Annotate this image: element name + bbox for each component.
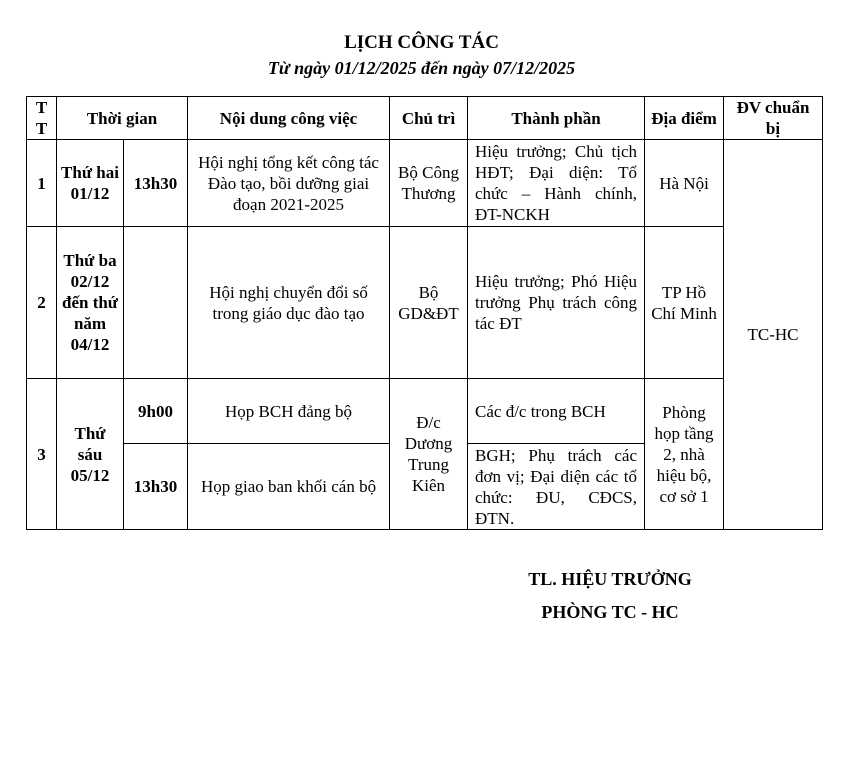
schedule-table [26,96,823,530]
row-day: Thứ ba 02/12 đến thứ năm 04/12 [57,227,124,379]
row-chair: Đ/c Dương Trung Kiên [390,379,468,530]
row-content: Họp giao ban khối cán bộ [188,444,390,530]
header-members: Thành phần [468,97,645,140]
header-place: Địa điểm [645,97,724,140]
row-hour [124,227,188,379]
row-chair: Bộ GD&ĐT [390,227,468,379]
row-chair: Bộ Công Thương [390,140,468,227]
row-number: 1 [27,140,57,227]
row-place: Hà Nội [645,140,724,227]
document-date-range: Từ ngày 01/12/2025 đến ngày 07/12/2025 [267,58,576,78]
row-number: 3 [27,379,57,530]
header-time: Thời gian [57,97,188,140]
header-prep-unit: ĐV chuẩn bị [724,97,823,140]
row-place: Phòng họp tầng 2, nhà hiệu bộ, cơ sở 1 [645,379,724,530]
table-row [27,140,823,227]
row-hour: 9h00 [124,379,188,444]
document-title: LỊCH CÔNG TÁC [344,32,499,53]
table-row [27,379,823,444]
row-hour: 13h30 [124,140,188,227]
row-members: BGH; Phụ trách các đơn vị; Đại diện các tổ chức: ĐU, CĐCS, ĐTN. [468,444,645,530]
signature-title: TL. HIỆU TRƯỞNG [528,569,692,589]
header-chair: Chủ trì [390,97,468,140]
row-members: Hiệu trưởng; Phó Hiệu trưởng Phụ trách công tác ĐT [468,227,645,379]
row-hour: 13h30 [124,444,188,530]
prep-unit-cell: TC-HC [724,140,823,530]
row-content: Họp BCH đảng bộ [188,379,390,444]
row-members: Các đ/c trong BCH [468,379,645,444]
row-place: TP Hồ Chí Minh [645,227,724,379]
header-content: Nội dung công việc [188,97,390,140]
header-tt: TT [27,97,57,140]
table-header-row [27,97,823,140]
signature-department: PHÒNG TC - HC [541,602,679,622]
row-number: 2 [27,227,57,379]
row-members: Hiệu trưởng; Chủ tịch HĐT; Đại diện: Tổ chức – Hành chính, ĐT-NCKH [468,140,645,227]
row-content: Hội nghị chuyển đổi số trong giáo dục đào tạo [188,227,390,379]
row-day: Thứ sáu 05/12 [57,379,124,530]
row-content: Hội nghị tổng kết công tác Đào tạo, bồi dưỡng giai đoạn 2021-2025 [188,140,390,227]
table-row [27,227,823,379]
row-day: Thứ hai 01/12 [57,140,124,227]
